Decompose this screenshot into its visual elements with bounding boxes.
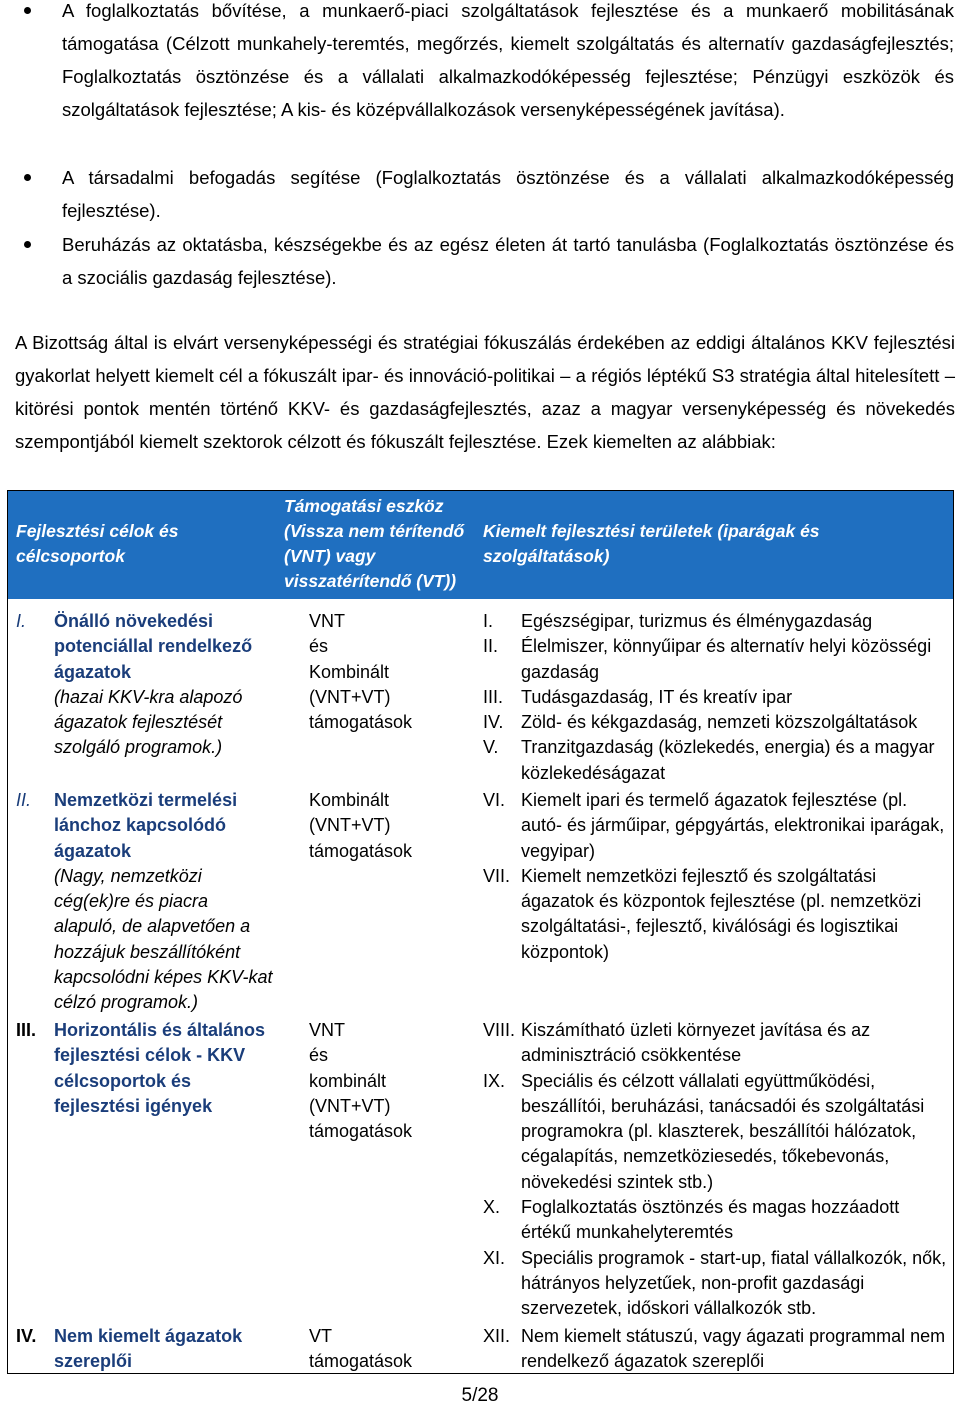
area-item xyxy=(483,864,948,965)
area-number: VII. xyxy=(483,865,511,886)
goal-number: IV. xyxy=(16,1326,37,1346)
bullet-dot-icon xyxy=(24,241,31,248)
area-text: Tranzitgazdaság (közlekedés, energia) és a magyar közlekedéságazat xyxy=(521,737,935,783)
area-text: Zöld- és kékgazdaság, nemzeti közszolgáltatások xyxy=(521,712,918,733)
goal-cell xyxy=(54,1324,274,1375)
bullet-dot-icon xyxy=(24,7,31,14)
goal-cell xyxy=(54,609,274,761)
goal-number: II. xyxy=(16,790,32,810)
area-number: V. xyxy=(483,737,499,758)
area-text: Foglalkoztatás ösztönzés és magas hozzáadott értékű munkahelyteremtés xyxy=(521,1197,900,1243)
header-support-tool: Támogatási eszköz (Vissza nem térítendő (VNT) vagy visszatérítendő (VT)) xyxy=(284,496,465,591)
area-number: XI. xyxy=(483,1247,506,1268)
goal-title: Önálló növekedési potenciállal rendelkező ágazatok xyxy=(54,611,253,682)
area-text: Kiszámítható üzleti környezet javítása és az adminisztráció csökkentése xyxy=(521,1020,871,1066)
support-tool: VNT és Kombinált (VNT+VT) támogatások xyxy=(309,611,413,733)
table-header xyxy=(8,491,953,599)
area-number: IX. xyxy=(483,1070,506,1091)
area-number: VI. xyxy=(483,790,506,810)
area-item xyxy=(483,1069,948,1195)
development-goals-table xyxy=(7,490,954,1374)
area-number: XII. xyxy=(483,1326,511,1346)
area-text: Speciális és célzott vállalati együttműködési, beszállítói, beruházási, tanácsadói és szolgáltatási programokra (pl. klaszterek, beszállítói hálózatok, cégalapítás, nemzetköziesedés, tőkebevonás, növekedési szintek stb.) xyxy=(521,1070,925,1192)
area-item xyxy=(483,1246,948,1322)
bullet-item xyxy=(0,0,960,126)
area-text: Tudásgazdaság, IT és kreatív ipar xyxy=(521,686,793,707)
area-text: Egészségipar, turizmus és élménygazdaság xyxy=(521,611,873,631)
goal-description: (Nagy, nemzetközi cég(ek)re és piacra alapuló, de alapvetően a hozzájuk beszállítóként kapcsolódni képes KKV-kat célzó programok.) xyxy=(54,865,273,1013)
area-item xyxy=(483,1018,948,1069)
area-number: I. xyxy=(483,611,494,631)
area-number: VIII. xyxy=(483,1020,516,1040)
area-number: X. xyxy=(483,1197,501,1218)
goal-number: III. xyxy=(16,1020,37,1040)
area-list xyxy=(483,1018,948,1322)
bullet-text: Beruházás az oktatásba, készségekbe és az egész életen át tartó tanulásba (Foglalkoztatás ösztönzése és a szociális gazdaság fejlesztése). xyxy=(62,234,954,288)
area-item xyxy=(483,685,948,710)
support-tool: VNT és kombinált (VNT+VT) támogatások xyxy=(309,1020,413,1142)
area-text: Speciális programok - start-up, fiatal vállalkozók, nők, hátrányos helyzetűek, non-profit gazdasági szervezetek, időskori vállalkozók stb. xyxy=(521,1247,947,1319)
area-list xyxy=(483,1324,948,1375)
area-list xyxy=(483,609,948,786)
goal-description: (hazai KKV-kra alapozó ágazatok fejlesztését szolgáló programok.) xyxy=(54,686,243,758)
page-number: 5/28 xyxy=(461,1385,499,1406)
area-text: Nem kiemelt státuszú, vagy ágazati programmal nem rendelkező ágazatok szereplői xyxy=(521,1326,946,1372)
goal-title: Horizontális és általános fejlesztési célok - KKV célcsoportok és fejlesztési igények xyxy=(54,1020,266,1116)
area-text: Kiemelt ipari és termelő ágazatok fejlesztése (pl. autó- és járműipar, gépgyártás, elektronikai iparágak, vegyipar) xyxy=(521,790,945,861)
goal-number: I. xyxy=(16,611,27,631)
goal-title: Nem kiemelt ágazatok szereplői xyxy=(54,1326,243,1372)
bullet-dot-icon xyxy=(24,174,31,181)
area-text: Élelmiszer, könnyűipar és alternatív helyi közösségi gazdaság xyxy=(521,636,932,682)
bullet-item xyxy=(0,161,960,227)
area-item xyxy=(483,788,948,864)
area-number: III. xyxy=(483,686,504,707)
header-goals: Fejlesztési célok és célcsoportok xyxy=(16,521,179,566)
area-number: IV. xyxy=(483,712,504,733)
area-item xyxy=(483,634,948,685)
bullet-item xyxy=(0,228,960,294)
goal-cell xyxy=(54,788,274,1016)
bullet-text: A társadalmi befogadás segítése (Foglalkoztatás ösztönzése és a vállalati alkalmazkodóképesség fejlesztése). xyxy=(62,167,954,221)
area-list xyxy=(483,788,948,965)
support-tool: VT támogatások xyxy=(309,1326,413,1372)
area-item xyxy=(483,710,948,735)
support-tool: Kombinált (VNT+VT) támogatások xyxy=(309,790,413,861)
area-number: II. xyxy=(483,636,499,657)
area-item xyxy=(483,735,948,786)
bullet-text: A foglalkoztatás bővítése, a munkaerő-piaci szolgáltatások fejlesztése és a munkaerő mobilitásának támogatása (Célzott munkahely-teremtés, megőrzés, kiemelt szolgáltatás és alternatív gazdaságfejlesztés; Foglalkoztatás ösztönzése és a vállalati alkalmazkodóképesség fejlesztése; Pénzügyi eszközök és szolgáltatások fejlesztése; A kis- és középvállalkozások versenyképességének javítása). xyxy=(62,0,954,120)
area-item xyxy=(483,1195,948,1246)
area-text: Kiemelt nemzetközi fejlesztő és szolgáltatási ágazatok és központok fejlesztése (pl. nemzetközi szolgáltatási-, fejlesztő, kiválósági és logisztikai központok) xyxy=(521,865,922,962)
area-item xyxy=(483,1324,948,1375)
goal-cell xyxy=(54,1018,274,1119)
header-priority-areas: Kiemelt fejlesztési területek (iparágak és szolgáltatások) xyxy=(483,521,820,566)
goal-title: Nemzetközi termelési lánchoz kapcsolódó ágazatok xyxy=(54,790,238,861)
body-paragraph: A Bizottság által is elvárt versenyképességi és stratégiai fókuszálás érdekében az eddigi általános KKV fejlesztési gyakorlat helyett kiemelt cél a fókuszált ipar- és innováció-politikai – a régiós léptékű S3 stratégia által hitelesített – kitörési pontok mentén történő KKV- és gazdaságfejlesztés, azaz a magyar versenyképesség és növekedés szempontjából kiemelt szektorok célzott és fókuszált fejlesztése. Ezek kiemelten az alábbiak: xyxy=(15,332,955,452)
area-item xyxy=(483,609,948,634)
